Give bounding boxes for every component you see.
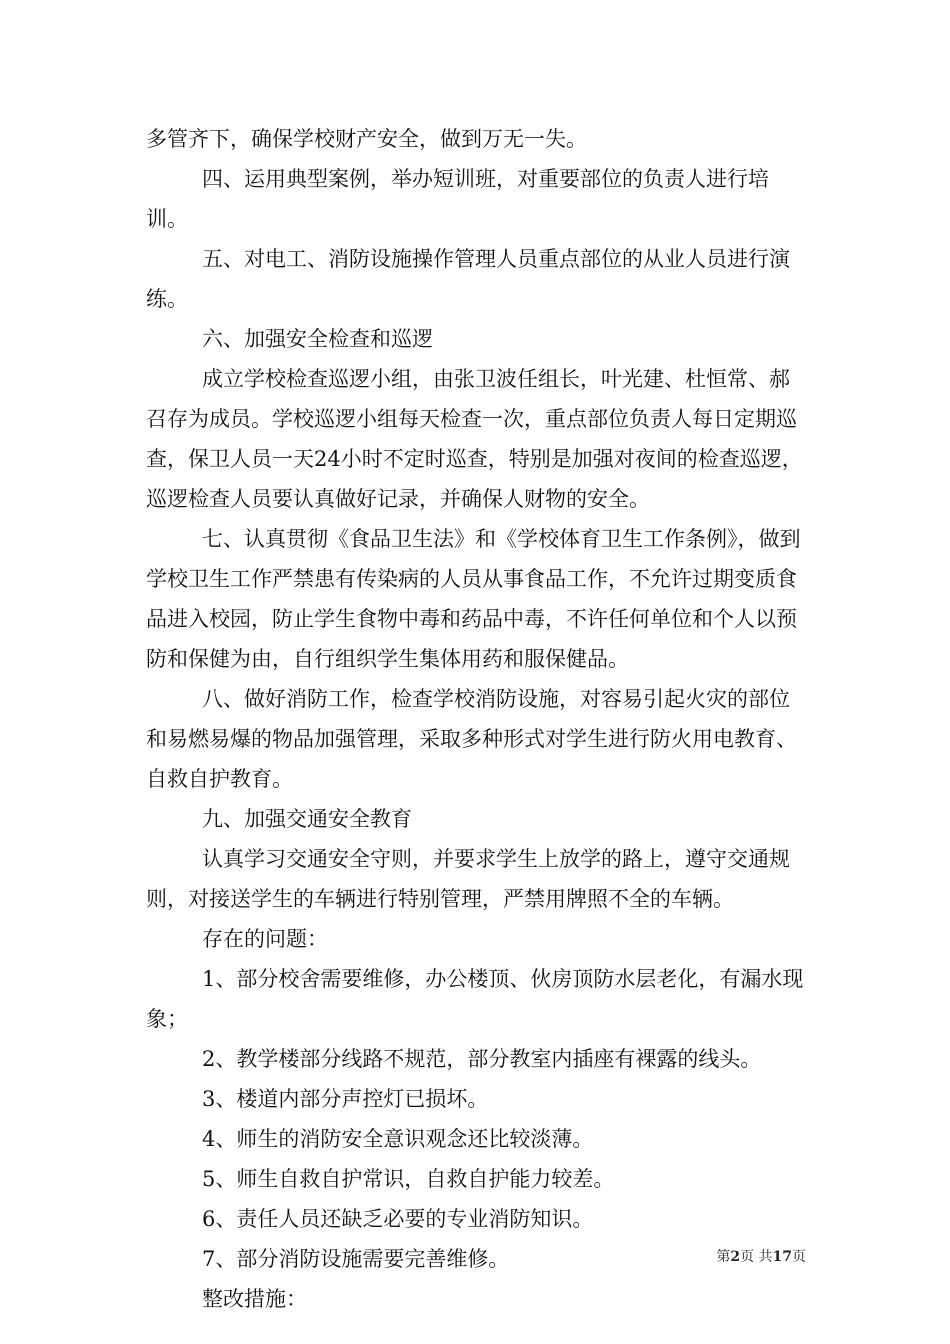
paragraph: 六、加强安全检查和巡逻 [202,327,433,351]
paragraph: 存在的问题： [202,927,328,951]
paragraph: 7、部分消防设施需要完善维修。 [202,1247,510,1271]
paragraph: 5、师生自救自护常识，自救自护能力较差。 [202,1167,615,1191]
footer-suffix: 页 [792,1249,806,1265]
paragraph: 四、运用典型案例，举办短训班，对重要部位的负责人进行培训。 [146,167,769,231]
footer-total-pages: 17 [772,1249,792,1265]
paragraph: 6、责任人员还缺乏必要的专业消防知识。 [202,1207,594,1231]
footer-current-page: 2 [730,1249,741,1265]
paragraph: 七、认真贯彻《食品卫生法》和《学校体育卫生工作条例》，做到学校卫生工作严禁患有传染病的人员从事食品工作，不允许过期变质食品进入校园，防止学生食物中毒和药品中毒，不许任何单位和个人以预防和保健为由，自行组织学生集体用药和服保健品。 [146,527,801,671]
paragraph: 3、楼道内部分声控灯已损坏。 [202,1087,489,1111]
paragraph: 2、教学楼部分线路不规范，部分教室内插座有裸露的线头。 [202,1047,762,1071]
footer-prefix: 第 [716,1249,731,1265]
document-body [146,119,808,1319]
paragraph: 成立学校检查巡逻小组，由张卫波任组长，叶光建、杜恒常、郝召存为成员。学校巡逻小组每天检查一次，重点部位负责人每日定期巡查，保卫人员一天24小时不定时巡查，特别是加强对夜间的检查巡逻，巡逻检查人员要认真做好记录，并确保人财物的安全。 [146,367,803,511]
paragraph: 1、部分校舍需要维修，办公楼顶、伙房顶防水层老化，有漏水现象； [146,967,804,1031]
paragraph: 九、加强交通安全教育 [202,807,412,831]
paragraph: 4、师生的消防安全意识观念还比较淡薄。 [202,1127,594,1151]
paragraph: 五、对电工、消防设施操作管理人员重点部位的从业人员进行演练。 [146,247,790,311]
paragraph: 整改措施： [202,1287,307,1311]
paragraph: 多管齐下，确保学校财产安全，做到万无一失。 [146,127,587,151]
page-footer [716,1247,806,1267]
paragraph: 八、做好消防工作，检查学校消防设施，对容易引起火灾的部位和易燃易爆的物品加强管理，采取多种形式对学生进行防火用电教育、自救自护教育。 [146,687,797,791]
paragraph: 认真学习交通安全守则，并要求学生上放学的路上，遵守交通规则，对接送学生的车辆进行特别管理，严禁用牌照不全的车辆。 [146,847,790,911]
footer-middle: 页 共 [740,1249,773,1265]
